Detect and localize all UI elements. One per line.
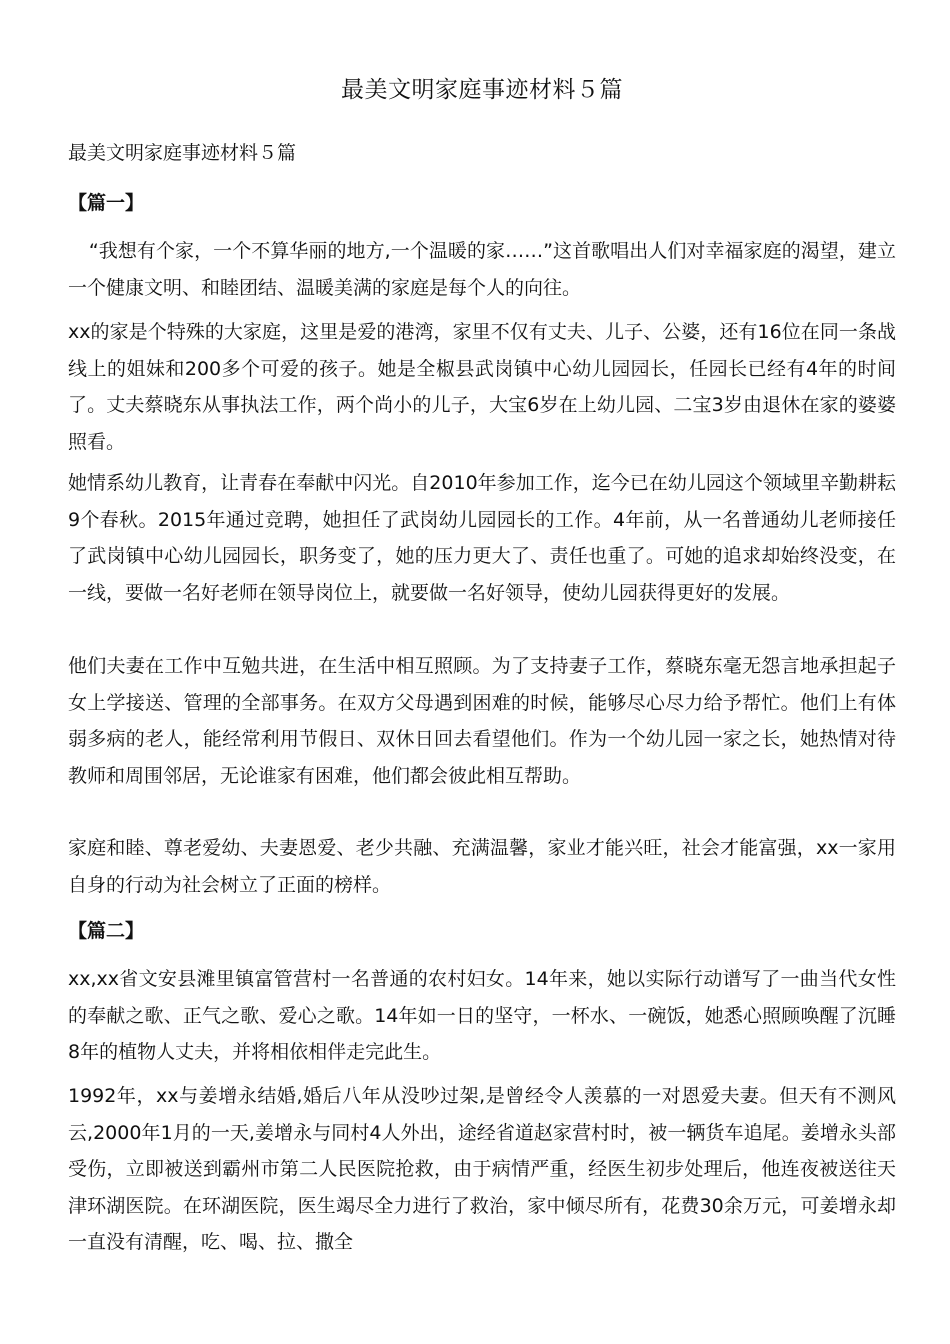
document-title: 最美文明家庭事迹材料５篇	[341, 77, 623, 103]
document-subtitle: 最美文明家庭事迹材料５篇	[68, 142, 297, 164]
paragraph: 家庭和睦、尊老爱幼、夫妻恩爱、老少共融、充满温馨，家业才能兴旺，社会才能富强，xx一家用自身的行动为社会树立了正面的榜样。	[68, 837, 896, 896]
paragraph: “我想有个家，一个不算华丽的地方,一个温暖的家……”这首歌唱出人们对幸福家庭的渴望，建立一个健康文明、和睦团结、温暖美满的家庭是每个人的向往。	[68, 240, 896, 299]
section-heading-1: 【篇一】	[68, 192, 145, 214]
paragraph: 她情系幼儿教育，让青春在奉献中闪光。自2010年参加工作，迄今已在幼儿园这个领域里辛勤耕耘9个春秋。2015年通过竞聘，她担任了武岗幼儿园园长的工作。4年前，从一名普通幼儿老师接任了武岗镇中心幼儿园园长，职务变了，她的压力更大了、责任也重了。可她的追求却始终没变，在一线，要做一名好老师在领导岗位上，就要做一名好领导，使幼儿园获得更好的发展。	[68, 472, 896, 604]
paragraph: 他们夫妻在工作中互勉共进，在生活中相互照顾。为了支持妻子工作，蔡晓东毫无怨言地承担起子女上学接送、管理的全部事务。在双方父母遇到困难的时候，能够尽心尽力给予帮忙。他们上有体弱多病的老人，能经常利用节假日、双休日回去看望他们。作为一个幼儿园一家之长，她热情对待教师和周围邻居，无论谁家有困难，他们都会彼此相互帮助。	[68, 655, 896, 787]
paragraph: xx,xx省文安县滩里镇富管营村一名普通的农村妇女。14年来，她以实际行动谱写了一曲当代女性的奉献之歌、正气之歌、爱心之歌。14年如一日的坚守，一杯水、一碗饭，她悉心照顾唤醒了沉睡8年的植物人丈夫，并将相依相伴走完此生。	[68, 968, 896, 1063]
section-heading-2: 【篇二】	[68, 920, 145, 942]
paragraph: 1992年，xx与姜增永结婚,婚后八年从没吵过架,是曾经令人羡慕的一对恩爱夫妻。但天有不测风云,2000年1月的一天,姜增永与同村4人外出，途经省道赵家营村时，被一辆货车追尾。姜增永头部受伤，立即被送到霸州市第二人民医院抢救，由于病情严重，经医生初步处理后，他连夜被送往天津环湖医院。在环湖医院，医生竭尽全力进行了救治，家中倾尽所有，花费30余万元，可姜增永却一直没有清醒，吃、喝、拉、撒全	[68, 1085, 896, 1253]
paragraph: xx的家是个特殊的大家庭，这里是爱的港湾，家里不仅有丈夫、儿子、公婆，还有16位在同一条战线上的姐妹和200多个可爱的孩子。她是全椒县武岗镇中心幼儿园园长，任园长已经有4年的时间了。丈夫蔡晓东从事执法工作，两个尚小的儿子，大宝6岁在上幼儿园、二宝3岁由退休在家的婆婆照看。	[68, 321, 896, 453]
